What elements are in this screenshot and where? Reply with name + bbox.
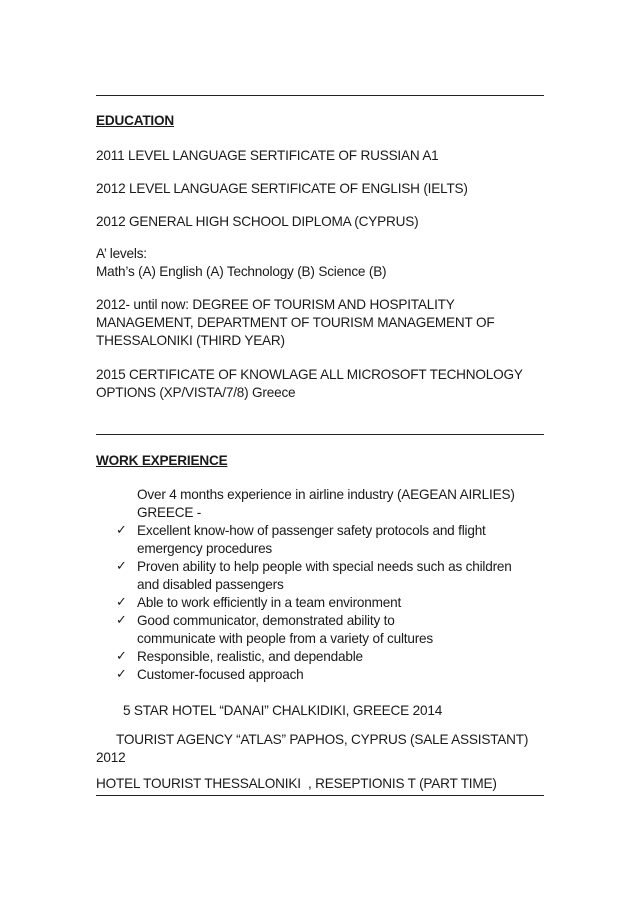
education-item-russian: 2011 LEVEL LANGUAGE SERTIFICATE OF RUSSIAN A1 — [96, 148, 439, 163]
work-experience-heading: WORK EXPERIENCE — [96, 453, 228, 468]
alevels-subjects: Math’s (A) English (A) Technology (B) Science (B) — [96, 264, 387, 279]
hotel-tourist-experience: HOTEL TOURIST THESSALONIKI , RESEPTIONIS T (PART TIME) — [96, 776, 497, 791]
checkmark-icon: ✓ — [116, 613, 127, 628]
alevels-label: A’ levels: — [96, 246, 147, 261]
checkmark-icon: ✓ — [116, 523, 127, 538]
skill-text: Good communicator, demonstrated ability to — [137, 613, 395, 628]
skill-item — [116, 666, 512, 684]
skill-text: Customer-focused approach — [137, 667, 304, 682]
skill-item — [116, 558, 512, 594]
agency-atlas-year: 2012 — [96, 750, 126, 765]
skill-item — [116, 612, 512, 648]
agency-atlas-experience: TOURIST AGENCY “ATLAS” PAPHOS, CYPRUS (SALE ASSISTANT) — [116, 732, 529, 747]
skill-item — [116, 522, 512, 558]
skill-text: Proven ability to help people with special needs such as children — [137, 559, 512, 574]
bottom-divider — [96, 795, 544, 796]
skill-text-cont: emergency procedures — [137, 541, 273, 556]
skill-item — [116, 594, 512, 612]
skill-text: Able to work efficiently in a team environment — [137, 595, 402, 610]
airline-experience-line-1: Over 4 months experience in airline industry (AEGEAN AIRLIES) — [137, 487, 515, 502]
checkmark-icon: ✓ — [116, 667, 127, 682]
checkmark-icon: ✓ — [116, 559, 127, 574]
certificate-line-2: OPTIONS (XP/VISTA/7/8) Greece — [96, 385, 296, 400]
degree-line-1: 2012- until now: DEGREE OF TOURISM AND HOSPITALITY — [96, 297, 455, 312]
skill-text-cont: and disabled passengers — [137, 577, 284, 592]
skills-list — [116, 522, 512, 684]
hotel-danai-experience: 5 STAR HOTEL “DANAI” CHALKIDIKI, GREECE 2014 — [123, 703, 443, 718]
degree-line-3: THESSALONIKI (THIRD YEAR) — [96, 333, 285, 348]
skill-text: Excellent know-how of passenger safety protocols and flight — [137, 523, 486, 538]
work-divider — [96, 434, 544, 435]
checkmark-icon: ✓ — [116, 649, 127, 664]
education-heading: EDUCATION — [96, 113, 174, 128]
airline-experience-line-2: GREECE - — [137, 505, 202, 520]
education-item-english: 2012 LEVEL LANGUAGE SERTIFICATE OF ENGLISH (IELTS) — [96, 181, 468, 196]
skill-text-cont: communicate with people from a variety of cultures — [137, 631, 433, 646]
skill-item — [116, 648, 512, 666]
education-item-diploma: 2012 GENERAL HIGH SCHOOL DIPLOMA (CYPRUS) — [96, 214, 419, 229]
degree-line-2: MANAGEMENT, DEPARTMENT OF TOURISM MANAGEMENT OF — [96, 315, 495, 330]
certificate-line-1: 2015 CERTIFICATE OF KNOWLAGE ALL MICROSOFT TECHNOLOGY — [96, 367, 523, 382]
skill-text: Responsible, realistic, and dependable — [137, 649, 363, 664]
top-divider — [96, 95, 544, 96]
checkmark-icon: ✓ — [116, 595, 127, 610]
